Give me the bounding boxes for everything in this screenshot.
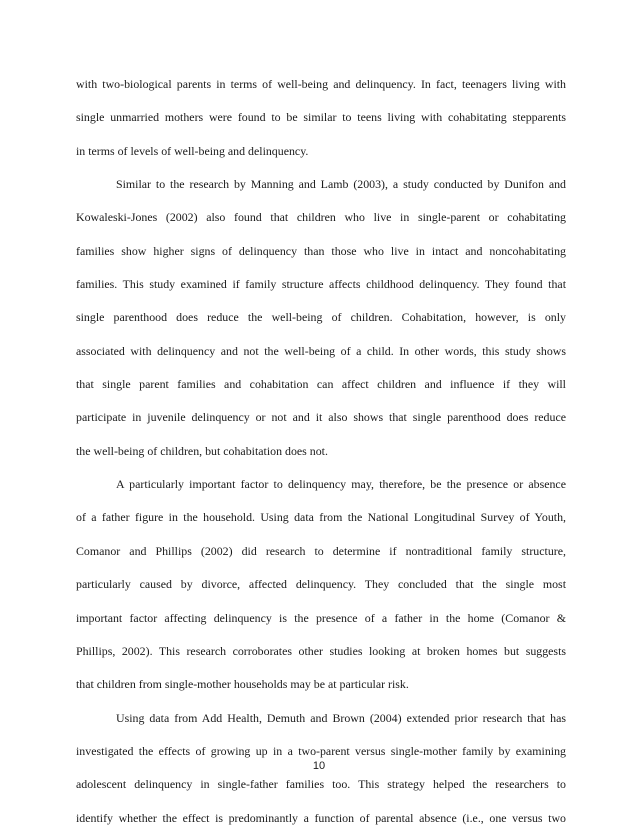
text-line: Kowaleski-Jones (2002) also found that children who live in single-parent or cohabitating bbox=[76, 210, 566, 225]
text-line: Using data from Add Health, Demuth and Brown (2004) extended prior research that has bbox=[116, 710, 566, 725]
text-line: that single parent families and cohabitation can affect children and influence if they will bbox=[76, 377, 566, 392]
text-line: A particularly important factor to delinquency may, therefore, be the presence or absence bbox=[116, 477, 566, 492]
text-line: with two-biological parents in terms of well-being and delinquency. In fact, teenagers living with bbox=[76, 77, 566, 91]
text-line: Similar to the research by Manning and Lamb (2003), a study conducted by Dunifon and bbox=[116, 177, 566, 192]
page-number: 10 bbox=[312, 760, 326, 772]
text-line: adolescent delinquency in single-father families too. This strategy helped the researchers to bbox=[76, 777, 566, 792]
text-line: families show higher signs of delinquency than those who live in intact and noncohabitating bbox=[76, 243, 566, 258]
text-line: single parenthood does reduce the well-being of children. Cohabitation, however, is only bbox=[76, 310, 566, 325]
text-line: particularly caused by divorce, affected delinquency. They concluded that the single most bbox=[76, 577, 566, 592]
text-line: that children from single-mother households may be at particular risk. bbox=[76, 677, 409, 692]
text-line: single unmarried mothers were found to be similar to teens living with cohabitating stepparents bbox=[76, 110, 566, 125]
text-line: the well-being of children, but cohabitation does not. bbox=[76, 443, 328, 458]
text-line: Comanor and Phillips (2002) did research to determine if nontraditional family structure, bbox=[76, 543, 566, 558]
text-line: participate in juvenile delinquency or not and it also shows that single parenthood does reduce bbox=[76, 410, 566, 425]
text-line: identify whether the effect is predominantly a function of parental absence (i.e., one versus two bbox=[76, 810, 566, 825]
text-line: Phillips, 2002). This research corroborates other studies looking at broken homes but suggests bbox=[76, 643, 566, 658]
text-line: investigated the effects of growing up in a two-parent versus single-mother family by examining bbox=[76, 743, 566, 758]
text-line: in terms of levels of well-being and delinquency. bbox=[76, 143, 309, 158]
text-line: families. This study examined if family structure affects childhood delinquency. They found that bbox=[76, 277, 566, 292]
text-line: associated with delinquency and not the well-being of a child. In other words, this study shows bbox=[76, 343, 566, 358]
text-line: of a father figure in the household. Using data from the National Longitudinal Survey of Youth, bbox=[76, 510, 566, 525]
body-text bbox=[76, 68, 566, 835]
text-line: important factor affecting delinquency is the presence of a father in the home (Comanor & bbox=[76, 610, 566, 625]
